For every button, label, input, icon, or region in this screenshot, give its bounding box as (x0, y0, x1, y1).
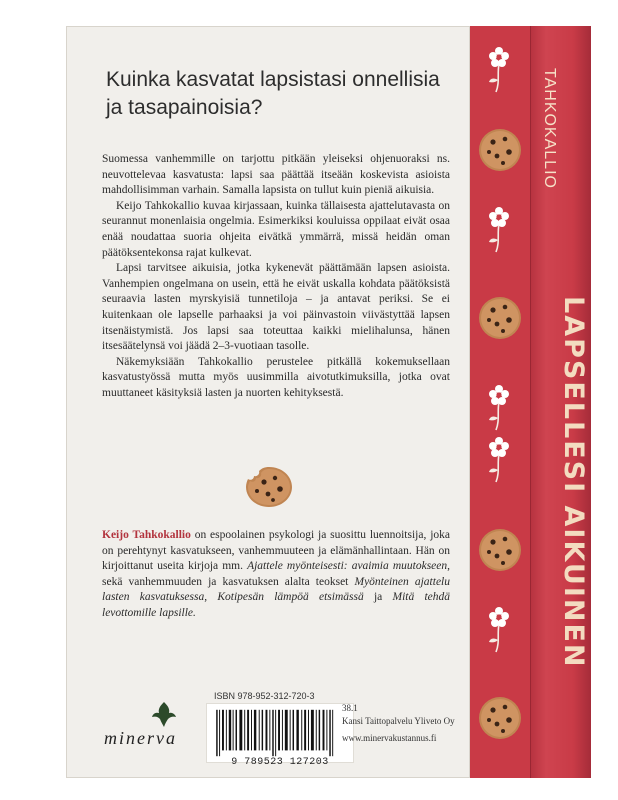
cookie-icon (476, 294, 524, 342)
classification-number: 38.1 (342, 703, 358, 713)
book-back-cover (66, 26, 590, 778)
author-bio (102, 528, 450, 622)
blurb-paragraph: Suomessa vanhemmille on tarjottu pitkään yleiseksi ohjenuoraksi ns. neuvottelevaa kasvatusta: lapsi saa päättää itseään koskevista asioista mahdollisimman varhain. Samalla lapsista on tullut kuin pieniä aikuisia. (102, 153, 450, 197)
spine-title: LAPSELLESI AIKUINEN (558, 296, 589, 669)
flower-icon (484, 206, 514, 254)
publisher-website: www.minervakustannus.fi (342, 733, 437, 743)
bitten-cookie-icon (242, 464, 296, 510)
isbn-text: ISBN 978-952-312-720-3 (214, 691, 315, 701)
blurb-paragraph: Lapsi tarvitsee aikuisia, jotka kykenevät päättämään lapsen asioista. Vanhempien ongelmana on usein, että he eivät uskalla kohdata päätöksistä seuraavia lasten myrskyisiä tunnetiloja – ja antavat periksi. Se ei kuitenkaan ole lapselle parhaaksi ja voi päinvastoin viivästyttää lapsen itsenäistymistä. Jos lapsi saa toteuttaa kaikki mielihalunsa, hänen itsesäätelynsä voi jäädä 2–3-vuotiaan tasolle. (102, 262, 450, 353)
author-name: Keijo Tahkokallio (102, 529, 191, 541)
cover-red-band (470, 26, 530, 778)
bio-text: ja (363, 591, 393, 604)
blurb-paragraph: Näkemyksiään Tahkokallio perustelee pitkällä kokemuksellaan kasvatustyössä mutta myös uusimmilla aivotutkimuksilla, jotka ovat muuttaneet käsityksiä lasten ja nuorten kehityksestä. (102, 355, 450, 399)
bird-logo-icon (150, 700, 178, 728)
bio-text: on espoolainen psykologi ja suosittu luennoitsija, joka on perehtynyt kasvatukseen, vanhemmuuteen ja elämänhallintaan. Hän on kirjoittanut useita kirjoja mm. (102, 529, 450, 573)
back-cover-panel (66, 26, 470, 778)
barcode-icon (206, 703, 354, 763)
book-title: Mitä tehdä levottomille lapsille. (102, 591, 450, 619)
blurb-paragraph: Keijo Tahkokallio kuvaa kirjassaan, kuinka tällaisesta ajattelutavasta on seurannut monenlaisia ongelmia. Esimerkiksi kouluissa oppilaat eivät osaa enää noudattaa suoria ohjeita eivätkä ymmärrä, missä heidän oman päätöksentekonsa rajat kulkevat. (102, 199, 450, 259)
blurb-text (102, 152, 450, 402)
barcode-number: 9 789523 127203 (231, 757, 329, 768)
cookie-icon (476, 526, 524, 574)
book-title: Ajattele myönteisesti: avaimia muutokseen (247, 560, 448, 573)
book-title: Myönteinen ajattelu lasten kasvatuksessa (102, 575, 451, 604)
publisher-logo-text: minerva (104, 728, 177, 748)
flower-icon (484, 436, 514, 484)
cookie-icon (476, 694, 524, 742)
spine-author: TAHKOKALLIO (541, 68, 558, 189)
flower-icon (484, 384, 514, 432)
cover-headline: Kuinka kasvatat lapsistasi onnellisia ja tasapainoisia? (106, 68, 440, 119)
cover-design-credit: Kansi Taittopalvelu Yliveto Oy (342, 715, 455, 726)
flower-icon (484, 606, 514, 654)
publisher-info (342, 702, 455, 743)
bio-text: , sekä vanhemmuuden ja kasvatuksen alalta teokset (102, 560, 451, 588)
cookie-icon (476, 126, 524, 174)
bio-text: , (204, 591, 218, 604)
flower-icon (484, 46, 514, 94)
book-title: Kotipesän lämpöä etsimässä (217, 591, 364, 604)
